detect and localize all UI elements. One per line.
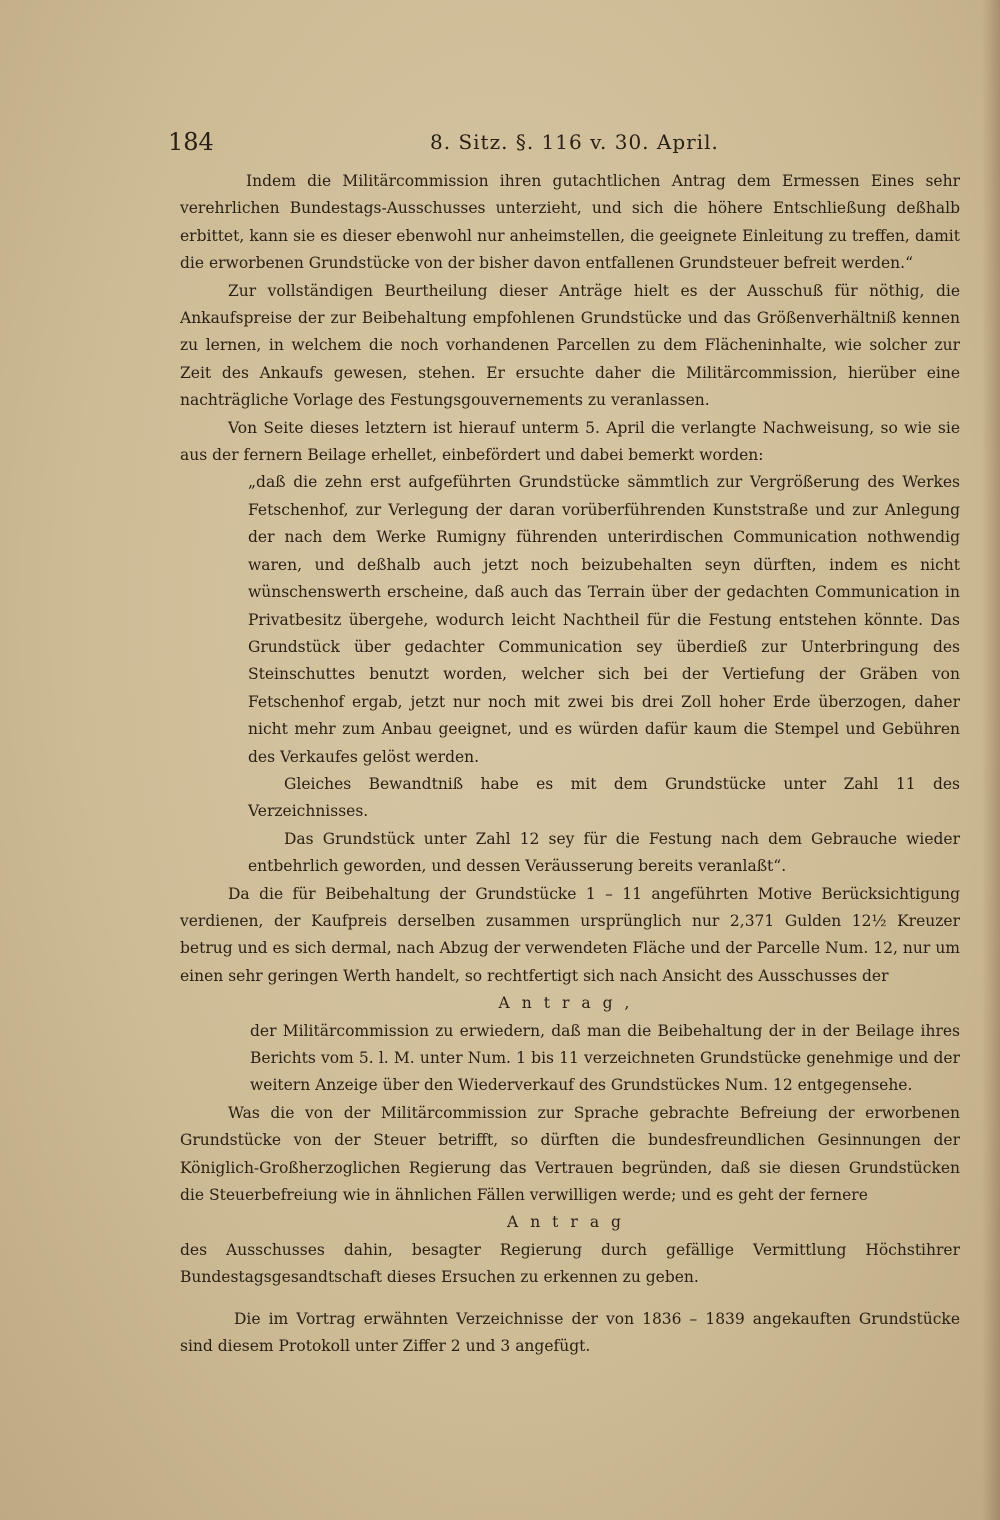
paragraph-4: Da die für Beibehaltung der Grundstücke 1 – 11 angeführten Motive Berücksichtigung verdienen, der Kaufpreis derselben zusammen ursprünglich nur 2,371 Gulden 12½ Kreuzer betrug und es sich dermal, nach Abzug der verwendeten Fläche und der Parcelle Num. 12, nur um einen sehr geringen Werth handelt, so rechtfertigt sich nach Ansicht des Ausschusses der xyxy=(180,884,960,985)
antrag-heading-1: Antrag, xyxy=(498,994,642,1013)
paragraph-5: Was die von der Militärcommission zur Sprache gebrachte Befreiung der erworbenen Grundstücke von der Steuer betrifft, so dürften die bundesfreundlichen Gesinnungen der Königlich-Großherzoglichen Regierung das Vertrauen begründen, daß sie diesen Grundstücken die Steuerbefreiung wie in ähnlichen Fällen verwilligen werde; und es geht der fernere xyxy=(180,1103,960,1205)
footnote-block xyxy=(180,1306,960,1361)
antrag-text-1-block xyxy=(250,1018,960,1100)
page-header xyxy=(168,128,968,162)
quote-paragraph-3: Das Grundstück unter Zahl 12 sey für die Festung nach dem Gebrauche wieder entbehrlich geworden, und dessen Veräusserung bereits veranlaßt“. xyxy=(248,829,960,876)
quotation-block xyxy=(248,469,960,880)
page-edge-shadow xyxy=(982,0,1000,1520)
antrag-text-2: des Ausschusses dahin, besagter Regierung durch gefällige Vermittlung Höchstihrer Bundestagsgesandtschaft dieses Ersuchen zu erkennen zu geben. xyxy=(180,1240,960,1287)
paragraph-1: Indem die Militärcommission ihren gutachtlichen Antrag dem Ermessen Eines sehr verehrlichen Bundestags-Ausschusses unterzieht, und sich die höhere Entschließung deßhalb erbittet, kann sie es dieser ebenwohl nur anheimstellen, die geeignete Einleitung zu treffen, damit die erworbenen Grundstücke von der bisher davon entfallenen Grundsteuer befreit werden.“ xyxy=(180,172,960,273)
quote-paragraph-1: „daß die zehn erst aufgeführten Grundstücke sämmtlich zur Vergrößerung des Werkes Fetschenhof, zur Verlegung der daran vorüberführenden Kunststraße und zur Anlegung der nach dem Werke Rumigny führenden unterirdischen Communication nothwendig waren, und deßhalb auch jetzt noch beizubehalten seyn dürften, indem es nicht wünschenswerth erscheine, daß auch das Terrain über der gedachten Communication in Privatbesitz übergehe, wodurch leicht Nachtheil für die Festung entstehen könnte. Das Grundstück über gedachter Communication sey überdieß zur Unterbringung des Steinschuttes benutzt worden, welcher sich bei der Vertiefung der Gräben von Fetschenhof ergab, jetzt nur noch mit zwei bis drei Zoll hoher Erde überzogen, daher nicht mehr zum Anbau geeignet, und es würden dafür kaum die Stempel und Gebühren des Verkaufes gelöst werden. xyxy=(248,473,960,766)
antrag-text-1: der Militärcommission zu erwiedern, daß man die Beibehaltung der in der Beilage ihres Berichts vom 5. l. M. unter Num. 1 bis 11 verzeichneten Grundstücke genehmige und der weitern Anzeige über den Wiederverkauf des Grundstückes Num. 12 entgegensehe. xyxy=(250,1021,960,1095)
antrag-heading-2: Antrag xyxy=(507,1213,633,1232)
quote-paragraph-2: Gleiches Bewandtniß habe es mit dem Grundstücke unter Zahl 11 des Verzeichnisses. xyxy=(248,774,960,821)
running-head: 8. Sitz. §. 116 v. 30. April. xyxy=(430,130,719,154)
paragraph-2: Zur vollständigen Beurtheilung dieser Anträge hielt es der Ausschuß für nöthig, die Ankaufspreise der zur Beibehaltung empfohlenen Grundstücke und das Größenverhältniß kennen zu lernen, in welchem die noch vorhandenen Parcellen zu dem Flächeninhalte, wie solcher zur Zeit des Ankaufs gewesen, stehen. Er ersuchte daher die Militärcommission, hierüber eine nachträgliche Vorlage des Festungsgouvernements zu veranlassen. xyxy=(180,281,960,410)
page-number: 184 xyxy=(168,128,214,156)
footnote: Die im Vortrag erwähnten Verzeichnisse der von 1836 – 1839 angekauften Grundstücke sind diesem Protokoll unter Ziffer 2 und 3 angefügt. xyxy=(180,1309,960,1356)
paragraph-3: Von Seite dieses letztern ist hierauf unterm 5. April die verlangte Nachweisung, so wie sie aus der fernern Beilage erhellet, einbefördert und dabei bemerkt worden: xyxy=(180,418,960,465)
body-text xyxy=(180,168,960,1360)
